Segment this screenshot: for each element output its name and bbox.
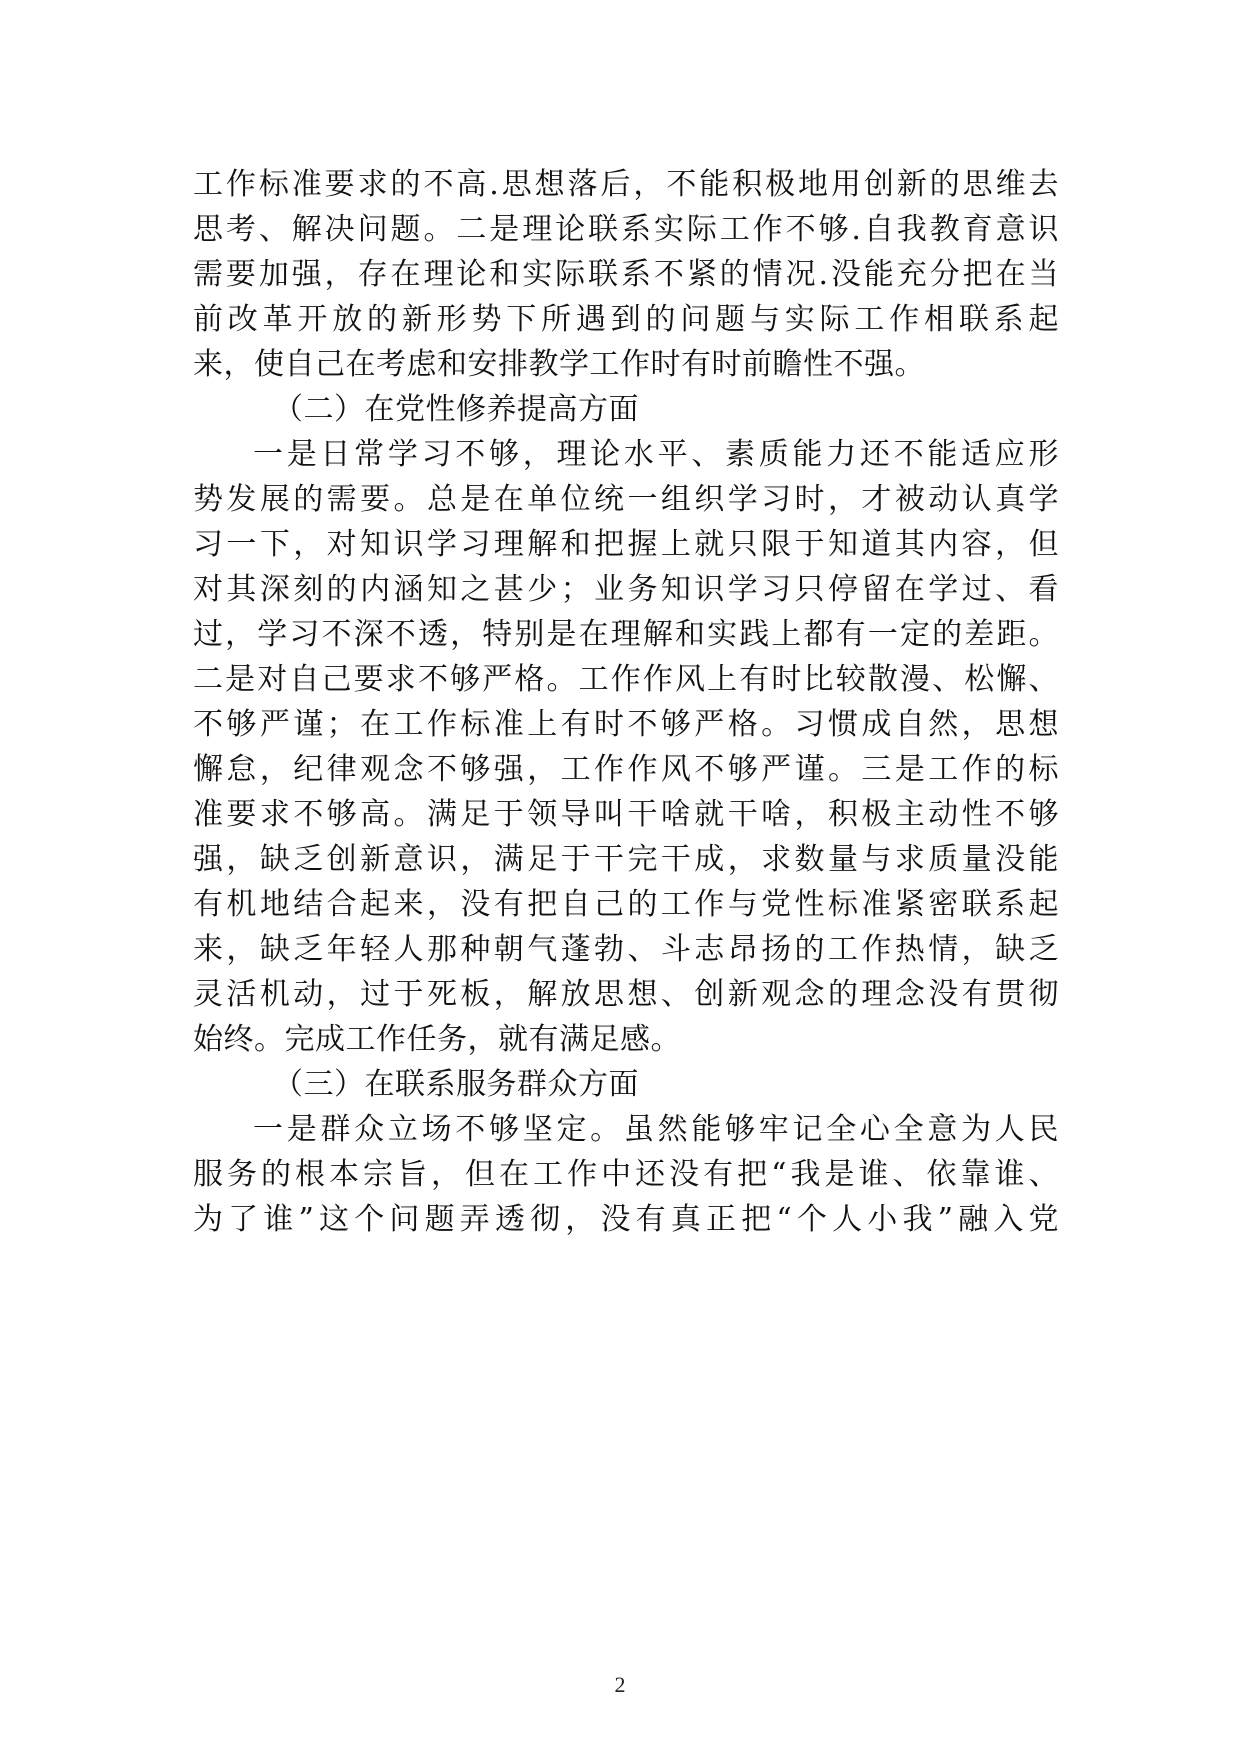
- paragraph-line: 二是对自己要求不够严格。工作作风上有时比较散漫、松懈、: [193, 662, 1059, 697]
- paragraph-line: 灵活机动，过于死板，解放思想、创新观念的理念没有贯彻: [193, 977, 1059, 1012]
- paragraph-line: 强，缺乏创新意识，满足于干完干成，求数量与求质量没能: [193, 842, 1059, 877]
- section-heading-party-spirit: （二）在党性修养提高方面: [273, 392, 639, 427]
- document-body: [193, 162, 1059, 1242]
- paragraph-line: 过，学习不深不透，特别是在理解和实践上都有一定的差距。: [193, 617, 1059, 652]
- paragraph-line: 为了谁”这个问题弄透彻，没有真正把“个人小我”融入党: [193, 1202, 1059, 1237]
- paragraph-line: 始终。完成工作任务，就有满足感。: [193, 1022, 681, 1057]
- paragraph-line: 工作标准要求的不高.思想落后，不能积极地用创新的思维去: [193, 167, 1059, 202]
- paragraph-line: 准要求不够高。满足于领导叫干啥就干啥，积极主动性不够: [193, 797, 1059, 832]
- section-heading-serving-masses: （三）在联系服务群众方面: [273, 1067, 639, 1102]
- paragraph-line: 来，缺乏年轻人那种朝气蓬勃、斗志昂扬的工作热情，缺乏: [193, 932, 1059, 967]
- paragraph-line: 需要加强，存在理论和实际联系不紧的情况.没能充分把在当: [193, 257, 1059, 292]
- paragraph-line: 势发展的需要。总是在单位统一组织学习时，才被动认真学: [193, 482, 1059, 517]
- paragraph-line: 服务的根本宗旨，但在工作中还没有把“我是谁、依靠谁、: [193, 1157, 1059, 1192]
- paragraph-line: 对其深刻的内涵知之甚少；业务知识学习只停留在学过、看: [193, 572, 1059, 607]
- paragraph-line: 一是群众立场不够坚定。虽然能够牢记全心全意为人民: [253, 1112, 1059, 1147]
- paragraph-line: 习一下，对知识学习理解和把握上就只限于知道其内容，但: [193, 527, 1059, 562]
- paragraph-line: 懈怠，纪律观念不够强，工作作风不够严谨。三是工作的标: [193, 752, 1059, 787]
- paragraph-line: 来，使自己在考虑和安排教学工作时有时前瞻性不强。: [193, 347, 925, 382]
- page-number: 2: [614, 1672, 626, 1697]
- paragraph-line: 思考、解决问题。二是理论联系实际工作不够.自我教育意识: [193, 212, 1059, 247]
- paragraph-line: 有机地结合起来，没有把自己的工作与党性标准紧密联系起: [193, 887, 1059, 922]
- paragraph-line: 一是日常学习不够，理论水平、素质能力还不能适应形: [253, 437, 1059, 472]
- paragraph-line: 不够严谨；在工作标准上有时不够严格。习惯成自然，思想: [193, 707, 1059, 742]
- paragraph-line: 前改革开放的新形势下所遇到的问题与实际工作相联系起: [193, 302, 1059, 337]
